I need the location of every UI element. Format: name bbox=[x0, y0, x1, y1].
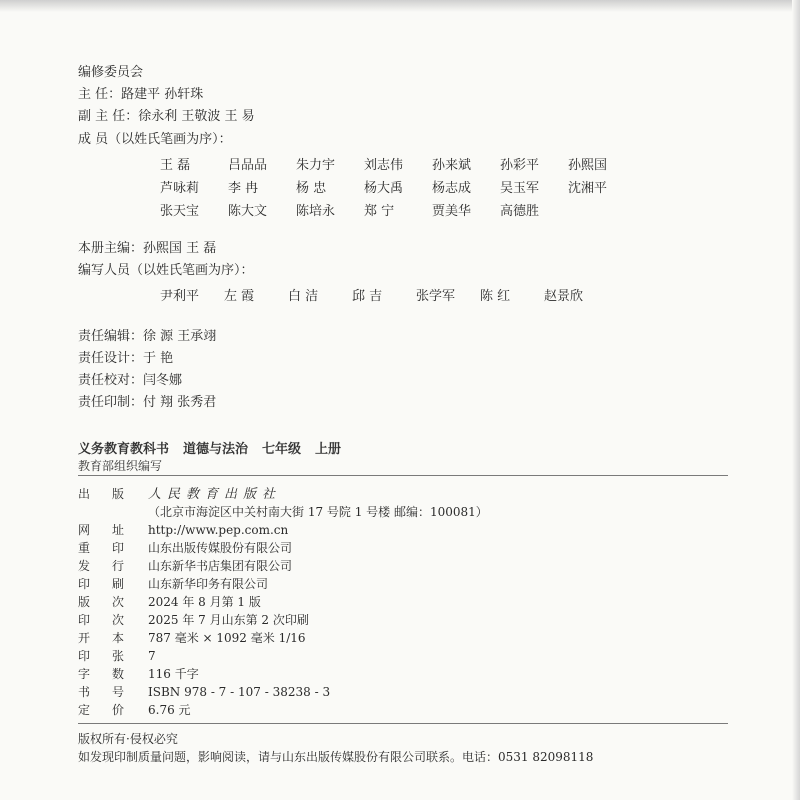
pub-value: 7 bbox=[148, 649, 156, 663]
pub-key: 印 bbox=[78, 613, 91, 627]
member: 王 磊 bbox=[160, 158, 191, 173]
book-organizer: 教育部组织编写 bbox=[78, 459, 163, 473]
pub-key: 书 bbox=[78, 685, 91, 699]
pub-row-price bbox=[78, 702, 191, 719]
pub-key: 号 bbox=[112, 685, 125, 699]
pub-row-format bbox=[78, 630, 306, 647]
resp-names: 付 翔 张秀君 bbox=[143, 395, 217, 410]
member: 吴玉军 bbox=[500, 181, 540, 196]
volume-chief-editor bbox=[78, 240, 216, 258]
pub-row-printing bbox=[78, 576, 269, 593]
writer: 白 洁 bbox=[288, 289, 319, 304]
pub-value: 6.76 元 bbox=[148, 703, 191, 717]
pub-key: 出 bbox=[78, 487, 91, 501]
print-quality-notice: 如发现印制质量问题，影响阅读，请与山东出版传媒股份有限公司联系。电话：0531 82098118 bbox=[78, 750, 594, 764]
volume-chief-label: 本册主编： bbox=[78, 241, 144, 256]
writers-label: 编写人员（以姓氏笔画为序）： bbox=[78, 263, 254, 278]
pub-key: 价 bbox=[112, 703, 125, 717]
copyright-notice: 版权所有·侵权必究 bbox=[78, 732, 178, 746]
pub-row-website bbox=[78, 522, 289, 539]
book-grade: 七年级 bbox=[262, 442, 302, 457]
members-row-1 bbox=[160, 154, 636, 173]
pub-value: （北京市海淀区中关村南大街 17 号院 1 号楼 邮编：100081） bbox=[148, 505, 488, 519]
scan-edge-top bbox=[0, 0, 800, 12]
committee-deputy bbox=[78, 108, 255, 126]
writer: 尹利平 bbox=[160, 289, 200, 304]
member: 陈大文 bbox=[228, 204, 268, 219]
pub-key: 数 bbox=[112, 667, 125, 681]
writers-row bbox=[160, 285, 608, 304]
deputy-label: 副 主 任： bbox=[78, 109, 139, 124]
writer: 邱 吉 bbox=[352, 289, 383, 304]
pub-key: 行 bbox=[112, 559, 125, 573]
pub-key: 版 bbox=[78, 595, 91, 609]
pub-value: http://www.pep.com.cn bbox=[148, 523, 289, 537]
pub-value: 山东新华印务有限公司 bbox=[148, 577, 269, 591]
member: 朱力宇 bbox=[296, 158, 336, 173]
responsibility-print bbox=[78, 391, 216, 410]
member: 张天宝 bbox=[160, 204, 200, 219]
member: 杨大禹 bbox=[364, 181, 404, 196]
pub-value: 山东出版传媒股份有限公司 bbox=[148, 541, 293, 555]
writer: 陈 红 bbox=[480, 289, 511, 304]
writer: 左 霞 bbox=[224, 289, 255, 304]
responsibility-editor bbox=[78, 325, 216, 344]
divider-bottom bbox=[78, 723, 728, 724]
pub-key: 网 bbox=[78, 523, 91, 537]
member: 孙来斌 bbox=[432, 158, 472, 173]
book-series: 义务教育教科书 bbox=[78, 442, 170, 457]
resp-label: 责任编辑： bbox=[78, 329, 144, 344]
committee-title: 编修委员会 bbox=[78, 65, 144, 80]
volume-chief-names: 孙熙国 王 磊 bbox=[143, 241, 217, 256]
resp-label: 责任校对： bbox=[78, 373, 144, 388]
member: 芦咏莉 bbox=[160, 181, 200, 196]
publisher-logo: 人民教育出版社 bbox=[148, 487, 282, 502]
pub-value: 116 千字 bbox=[148, 667, 199, 681]
member: 李 冉 bbox=[228, 181, 259, 196]
pub-value: 山东新华书店集团有限公司 bbox=[148, 559, 293, 573]
member: 杨 忠 bbox=[296, 181, 327, 196]
pub-row-edition bbox=[78, 594, 261, 611]
chief-label: 主 任： bbox=[78, 87, 122, 102]
pub-key: 印 bbox=[112, 541, 125, 555]
pub-key: 印 bbox=[78, 577, 91, 591]
member: 贾美华 bbox=[432, 204, 472, 219]
pub-key: 刷 bbox=[112, 577, 125, 591]
members-row-3 bbox=[160, 200, 568, 219]
pub-row-publisher bbox=[78, 486, 282, 503]
member: 高德胜 bbox=[500, 204, 540, 219]
committee-members-label: 成 员（以姓氏笔画为序）： bbox=[78, 132, 232, 147]
resp-names: 闫冬娜 bbox=[143, 373, 183, 388]
pub-value: 2025 年 7 月山东第 2 次印刷 bbox=[148, 613, 309, 627]
member: 杨志成 bbox=[432, 181, 472, 196]
chief-names: 路建平 孙轩珠 bbox=[121, 87, 204, 102]
writer: 张学军 bbox=[416, 289, 456, 304]
pub-key: 址 bbox=[112, 523, 125, 537]
pub-row-sheets bbox=[78, 648, 156, 665]
member: 郑 宁 bbox=[364, 204, 395, 219]
resp-label: 责任印制： bbox=[78, 395, 144, 410]
divider-top bbox=[78, 475, 728, 476]
committee-chief bbox=[78, 86, 203, 104]
pub-row-distribution bbox=[78, 558, 293, 575]
pub-row-isbn bbox=[78, 684, 331, 701]
pub-key: 版 bbox=[112, 487, 125, 501]
pub-row-impression bbox=[78, 612, 309, 629]
resp-names: 于 艳 bbox=[143, 351, 174, 366]
pub-row-wordcount bbox=[78, 666, 199, 683]
pub-key: 重 bbox=[78, 541, 91, 555]
resp-label: 责任设计： bbox=[78, 351, 144, 366]
member: 陈培永 bbox=[296, 204, 336, 219]
pub-value: ISBN 978 - 7 - 107 - 38238 - 3 bbox=[148, 685, 331, 699]
deputy-names: 徐永利 王敬波 王 易 bbox=[138, 109, 255, 124]
pub-key: 字 bbox=[78, 667, 91, 681]
pub-key: 开 bbox=[78, 631, 91, 645]
member: 刘志伟 bbox=[364, 158, 404, 173]
member: 吕品品 bbox=[228, 158, 268, 173]
pub-key: 印 bbox=[78, 649, 91, 663]
member: 沈湘平 bbox=[568, 181, 608, 196]
book-volume: 上册 bbox=[315, 442, 342, 457]
pub-key: 张 bbox=[112, 649, 125, 663]
pub-key: 次 bbox=[112, 595, 125, 609]
pub-row-reprint bbox=[78, 540, 293, 557]
book-title bbox=[78, 438, 355, 457]
pub-value: 2024 年 8 月第 1 版 bbox=[148, 595, 261, 609]
member: 孙熙国 bbox=[568, 158, 608, 173]
resp-names: 徐 源 王承翊 bbox=[143, 329, 217, 344]
responsibility-proofread bbox=[78, 369, 182, 388]
writer: 赵景欣 bbox=[544, 289, 584, 304]
pub-key: 定 bbox=[78, 703, 91, 717]
members-row-2 bbox=[160, 177, 636, 196]
responsibility-design bbox=[78, 347, 173, 366]
member: 孙彩平 bbox=[500, 158, 540, 173]
pub-value: 787 毫米 × 1092 毫米 1/16 bbox=[148, 631, 306, 645]
book-subject: 道德与法治 bbox=[183, 442, 249, 457]
pub-key: 次 bbox=[112, 613, 125, 627]
pub-key: 发 bbox=[78, 559, 91, 573]
pub-key: 本 bbox=[112, 631, 125, 645]
scan-edge-right bbox=[792, 0, 800, 800]
